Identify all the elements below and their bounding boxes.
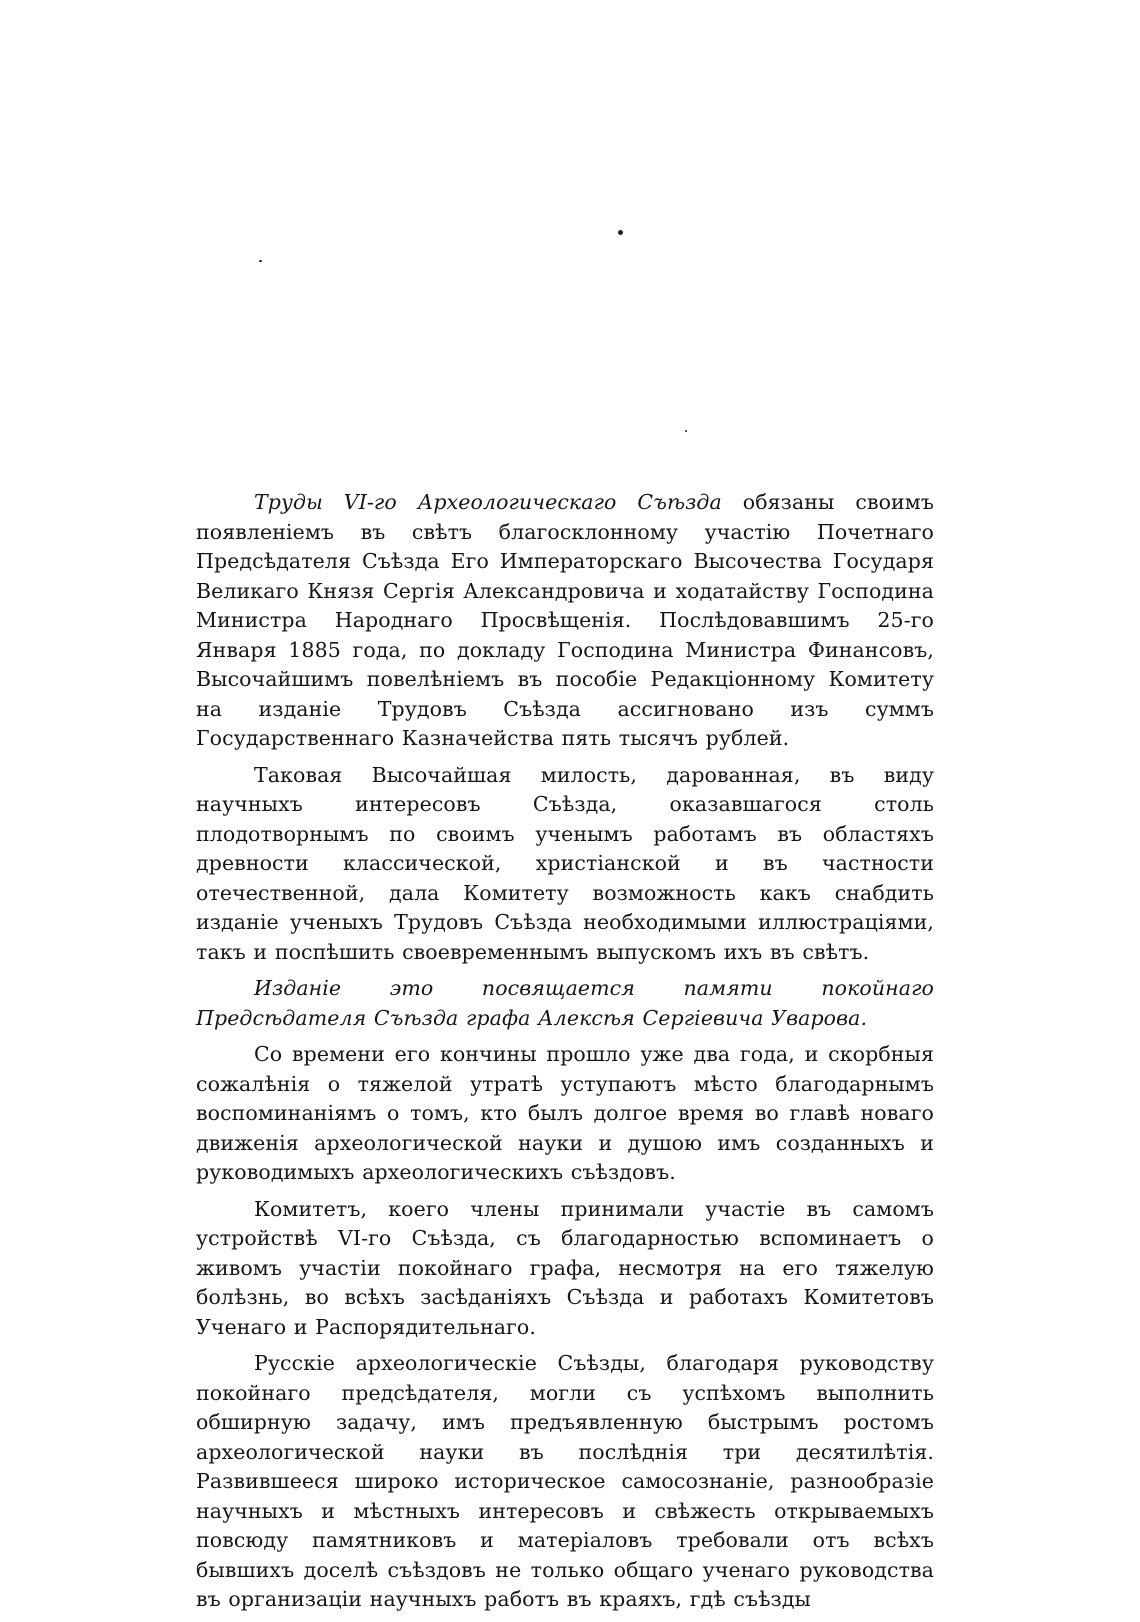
paragraph-publication-note <box>196 488 934 754</box>
paragraph-dedication: Изданіе это посвящается памяти покойнаго Предсѣдателя Съѣзда графа Алексѣя Сергіевича Уварова. <box>196 976 934 1030</box>
paragraph-memory: Со времени его кончины прошло уже два года, и скорбныя сожалѣнія о тяжелой утратѣ уступаютъ мѣсто благодарнымъ воспоминаніямъ о томъ, кто былъ долгое время во главѣ новаго движенія археологической науки и душою имъ созданныхъ и руководимыхъ археологическихъ съѣздовъ. <box>196 1042 934 1184</box>
print-speck <box>618 230 623 235</box>
print-speck <box>259 260 262 262</box>
print-speck <box>685 430 687 432</box>
proceedings-title: Труды VI-го Археологическаго Съѣзда <box>254 490 722 514</box>
paragraph-text: обязаны своимъ появленіемъ въ свѣтъ благосклонному участію Почетнаго Предсѣдателя Съѣзда Его Императорскаго Высочества Государя Великаго Князя Сергія Александровича и ходатайству Господина Министра Народнаго Просвѣщенія. Послѣдовавшимъ 25-го Января 1885 года, по докладу Господина Министра Финансовъ, Высочайшимъ повелѣніемъ въ пособіе Редакціонному Комитету на изданіе Трудовъ Съѣзда ассигновано изъ суммъ Государственнаго Казначейства пять тысячъ рублей. <box>196 490 934 750</box>
paragraph-congresses: Русскіе археологическіе Съѣзды, благодаря руководству покойнаго предсѣдателя, могли съ успѣхомъ выполнить обширную задачу, имъ предъявленную быстрымъ ростомъ археологической науки въ послѣднія три десятилѣтія. Развившееся широко историческое самосознаніе, разнообразіе научныхъ и мѣстныхъ интересовъ и свѣжесть открываемыхъ повсюду памятниковъ и матеріаловъ требовали отъ всѣхъ бывшихъ доселѣ съѣздовъ не только общаго ученаго руководства въ организаціи научныхъ работъ въ краяхъ, гдѣ съѣзды <box>196 1351 934 1611</box>
paragraph-committee: Комитетъ, коего члены принимали участіе въ самомъ устройствѣ VI-го Съѣзда, съ благодарностью вспоминаетъ о живомъ участіи покойнаго графа, несмотря на его тяжелую болѣзнь, во всѣхъ засѣданіяхъ Съѣзда и работахъ Комитетовъ Ученаго и Распорядительнаго. <box>196 1196 934 1339</box>
paragraph-imperial-grace: Таковая Высочайшая милость, дарованная, въ виду научныхъ интересовъ Съѣзда, оказавшагося столь плодотворнымъ по своимъ ученымъ работамъ въ областяхъ древности классической, христіанской и въ частности отечественной, дала Комитету возможность какъ снабдить изданіе ученыхъ Трудовъ Съѣзда необходимыми иллюстраціями, такъ и поспѣшить своевременнымъ выпускомъ ихъ въ свѣтъ. <box>196 762 934 964</box>
body-text <box>196 488 934 1622</box>
